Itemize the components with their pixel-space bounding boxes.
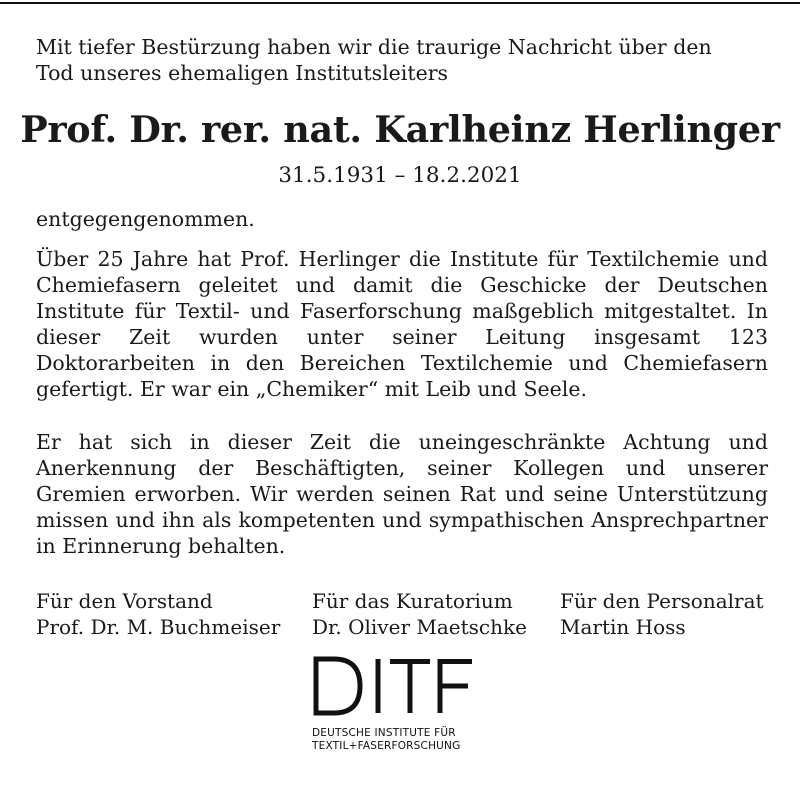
life-dates: 31.5.1931 – 18.2.2021 bbox=[278, 163, 522, 188]
received-text: entgegengenommen. bbox=[36, 207, 255, 231]
signatory-role: Für den Vorstand bbox=[36, 589, 213, 613]
signatory-board bbox=[36, 588, 280, 640]
signatory-name: Prof. Dr. M. Buchmeiser bbox=[36, 615, 281, 639]
paragraph-career: Über 25 Jahre hat Prof. Herlinger die Institute für Textilchemie und Chemiefasern geleitet und damit die Geschicke der Deutschen Institute für Textil- und Faserforschung maßgeblich mitgestaltet. In dieser Zeit wurden unter seiner Leitung insgesamt 123 Doktorarbeiten in den Bereichen Textilchemie und Chemiefasern gefertigt. Er war ein „Chemiker“ mit Leib und Seele. bbox=[36, 247, 768, 401]
logo-line-1: DEUTSCHE INSTITUTE FÜR bbox=[312, 727, 456, 739]
signatory-curatorship bbox=[312, 588, 527, 640]
signatory-staff-council bbox=[560, 588, 764, 640]
top-border bbox=[0, 2, 800, 4]
deceased-name: Prof. Dr. rer. nat. Karlheinz Herlinger bbox=[20, 108, 780, 151]
signatory-name: Martin Hoss bbox=[560, 615, 686, 639]
signatory-role: Für den Personalrat bbox=[560, 589, 764, 613]
logo-wordmark bbox=[312, 727, 482, 753]
paragraph-tribute: Er hat sich in dieser Zeit die uneingeschränkte Achtung und Anerkennung der Beschäftigten, seiner Kollegen und unserer Gremien erworben. Wir werden seinen Rat und seine Unterstützung missen und ihn als kompetenten und sympathischen Ansprechpartner in Erinnerung behalten. bbox=[36, 430, 768, 558]
signatory-name: Dr. Oliver Maetschke bbox=[312, 615, 527, 639]
logo-line-2: TEXTIL+FASERFORSCHUNG bbox=[312, 740, 461, 752]
intro-text bbox=[36, 34, 768, 86]
intro-line-1: Mit tiefer Bestürzung haben wir die traurige Nachricht über den bbox=[36, 35, 712, 59]
intro-line-2: Tod unseres ehemaligen Institutsleiters bbox=[36, 61, 449, 85]
signatory-role: Für das Kuratorium bbox=[312, 589, 513, 613]
